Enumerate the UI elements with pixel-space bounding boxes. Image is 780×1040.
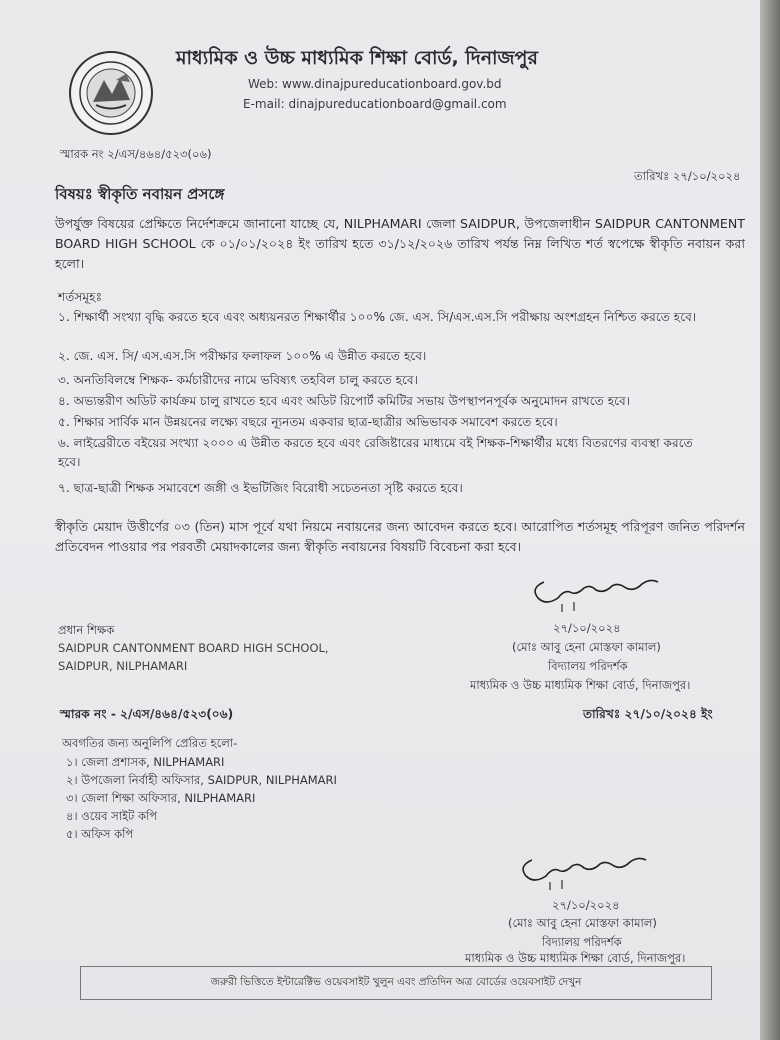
condition-item: ৫. শিক্ষার সার্বিক মান উন্নয়নের লক্ষ্যে বছরে ন্যূনতম একবার ছাত্র-ছাত্রীর অভিভাবক সমাবেশ করতে হবে।: [58, 415, 558, 429]
conditions-title: শর্তসমূহঃ: [58, 290, 103, 304]
signatory2-designation: বিদ্যালয় পরিদর্শক: [542, 935, 622, 949]
memo-date: তারিখঃ ২৭/১০/২০২৪: [634, 169, 741, 183]
recipient-place: SAIDPUR, NILPHAMARI: [58, 659, 188, 673]
signatory-name: (মোঃ আবু হেনা মোস্তফা কামাল): [512, 640, 661, 654]
copy-item: ১। জেলা প্রশাসক, NILPHAMARI: [66, 755, 225, 769]
copy-item: ৩। জেলা শিক্ষা অফিসার, NILPHAMARI: [66, 791, 256, 805]
memo2-number: স্মারক নং - ২/এস/৪৬৪/৫২৩(০৬): [60, 707, 234, 721]
condition-item: ৪. অভ্যন্তরীণ অডিট কার্যক্রম চালু রাখতে হবে এবং অডিট রিপোর্ট কমিটির সভায় উপস্থাপনপূর্বক অনুমোদন রাখতে হবে।: [58, 394, 631, 408]
signatory-office: মাধ্যমিক ও উচ্চ মাধ্যমিক শিক্ষা বোর্ড, দিনাজপুর।: [470, 678, 691, 692]
signatory-designation: বিদ্যালয় পরিদর্শক: [548, 659, 628, 673]
page-edge-shadow: [760, 0, 780, 1040]
memo2-date: তারিখঃ ২৭/১০/২০২৪ ইং: [583, 707, 713, 721]
closing-paragraph: স্বীকৃতি মেয়াদ উত্তীর্ণের ০৩ (তিন) মাস পূর্বে যথা নিয়মে নবায়নের জন্য আবেদন করতে হবে। আরোপিত শর্তসমূহ পরিপূরণ জনিত পরিদর্শন প্রতিবেদন পাওয়ার পর পরবর্তী মেয়াদকালের জন্য স্বীকৃতি নবায়নের বিষয়টি বিবেচনা করা হবে।: [55, 519, 745, 554]
condition-item: ৬. লাইব্রেরীতে বইয়ের সংখ্যা ২০০০ এ উন্নীত করতে হবে এবং রেজিষ্টারের মাধ্যমে বই শিক্ষক-শিক্ষার্থীর মধ্যে বিতরণের ব্যবস্থা করতে হবে।: [58, 436, 693, 469]
board-name-heading: মাধ্যমিক ও উচ্চ মাধ্যমিক শিক্ষা বোর্ড, দিনাজপুর: [176, 47, 538, 69]
copy-title: অবগতির জন্য অনুলিপি প্রেরিত হলো-: [62, 736, 238, 750]
condition-item: ৩. অনতিবিলম্বে শিক্ষক- কর্মচারীদের নামে ভবিষ্যৎ তহবিল চালু করতে হবে।: [58, 373, 419, 387]
recipient-school: SAIDPUR CANTONMENT BOARD HIGH SCHOOL,: [58, 641, 329, 655]
subject-line: বিষয়ঃ স্বীকৃতি নবায়ন প্রসঙ্গে: [55, 185, 225, 203]
board-seal-logo-icon: [68, 50, 154, 136]
signature-date: ২৭/১০/২০২৪: [553, 621, 621, 635]
signature-image: [512, 846, 664, 892]
website-text: Web: www.dinajpureducationboard.gov.bd: [248, 77, 502, 91]
signatory2-name: (মোঃ আবু হেনা মোস্তফা কামাল): [508, 916, 657, 930]
recipient-title: প্রধান শিক্ষক: [58, 623, 115, 637]
email-text: E-mail: dinajpureducationboard@gmail.com: [243, 97, 507, 111]
memo-number: স্মারক নং ২/এস/৪৬৪/৫২৩(০৬): [60, 147, 212, 161]
intro-paragraph: উপর্যুক্ত বিষয়ের প্রেক্ষিতে নির্দেশক্রমে জানানো যাচ্ছে যে, NILPHAMARI জেলা SAIDPUR, উপজেলাধীন SAIDPUR CANTONMENT BOARD HIGH SCHOOL কে ০১/০১/২০২৪ ইং তারিখ হতে ৩১/১২/২০২৬ তারিখ পর্যন্ত নিম্ন লিখিত শর্ত স্বপেক্ষে স্বীকৃতি নবায়ন করা হলো।: [55, 216, 745, 271]
copy-item: ৫। অফিস কপি: [66, 827, 134, 841]
condition-item: ১. শিক্ষার্থী সংখ্যা বৃদ্ধি করতে হবে এবং অধ্যয়নরত শিক্ষার্থীর ১০০% জে. এস. সি/এস.এস.সি পরীক্ষায় অংশগ্রহন নিশ্চিত করতে হবে।: [58, 310, 697, 324]
footer-notice-text: জরুরী ভিত্তিতে ইন্টারেক্টিভ ওয়েবসাইট খুলুন এবং প্রতিদিন অত্র বোর্ডের ওয়েবসাইট দেখুন: [210, 975, 582, 988]
copy-item: ৪। ওয়েব সাইট কপি: [66, 809, 158, 823]
signatory2-office: মাধ্যমিক ও উচ্চ মাধ্যমিক শিক্ষা বোর্ড, দিনাজপুর।: [465, 951, 686, 965]
signature-image: [524, 568, 676, 614]
condition-item: ২. জে. এস. সি/ এস.এস.সি পরীক্ষার ফলাফল ১০০% এ উন্নীত করতে হবে।: [58, 349, 427, 363]
footer-notice-box: [80, 966, 712, 1000]
signature2-date: ২৭/১০/২০২৪: [552, 898, 620, 912]
copy-item: ২। উপজেলা নির্বাহী অফিসার, SAIDPUR, NILPHAMARI: [66, 773, 337, 787]
condition-item: ৭. ছাত্র-ছাত্রী শিক্ষক সমাবেশে জঙ্গী ও ইভটিজিং বিরোধী সচেতনতা সৃষ্টি করতে হবে।: [58, 481, 463, 495]
